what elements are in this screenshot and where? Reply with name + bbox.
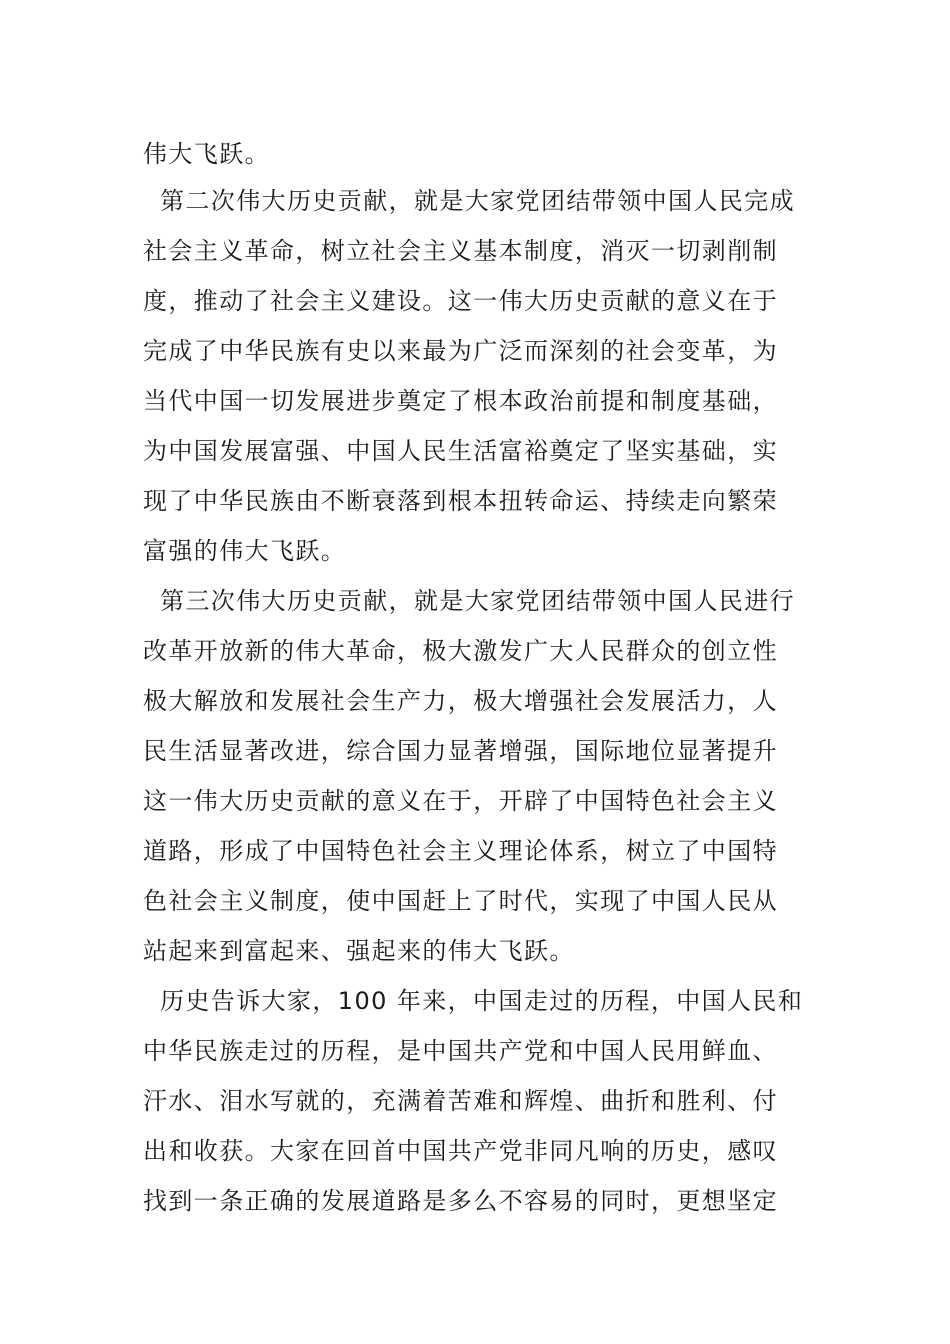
paragraph-start-line: 历史告诉大家，100 年来，中国走过的历程，中国人民和 [160,987,804,1015]
text-line: 为中国发展富强、中国人民生活富裕奠定了坚实基础，实 [143,437,778,465]
text-line: 度，推动了社会主义建设。这一伟大历史贡献的意义在于 [143,287,778,315]
text-line: 社会主义革命，树立社会主义基本制度，消灭一切剥削制 [143,237,778,265]
text-line: 完成了中华民族有史以来最为广泛而深刻的社会变革，为 [143,337,778,365]
text-line: 现了中华民族由不断衰落到根本扭转命运、持续走向繁荣 [143,487,778,515]
text-line: 当代中国一切发展进步奠定了根本政治前提和制度基础， [143,387,778,415]
text-line: 中华民族走过的历程，是中国共产党和中国人民用鲜血、 [143,1037,778,1065]
text-line: 这一伟大历史贡献的意义在于，开辟了中国特色社会主义 [143,787,778,815]
paragraph-start-line: 第二次伟大历史贡献，就是大家党团结带领中国人民完成 [160,187,795,215]
text-line: 伟大飞跃。 [143,140,270,168]
text-line: 极大解放和发展社会生产力，极大增强社会发展活力，人 [143,687,778,715]
text-line: 站起来到富起来、强起来的伟大飞跃。 [143,937,575,965]
text-line: 找到一条正确的发展道路是多么不容易的同时，更想坚定 [143,1187,778,1215]
text-line: 出和收获。大家在回首中国共产党非同凡响的历史，感叹 [143,1137,778,1165]
paragraph-start-line: 第三次伟大历史贡献，就是大家党团结带领中国人民进行 [160,587,795,615]
text-line: 色社会主义制度，使中国赶上了时代，实现了中国人民从 [143,887,778,915]
text-line: 汗水、泪水写就的，充满着苦难和辉煌、曲折和胜利、付 [143,1087,778,1115]
text-line: 民生活显著改进，综合国力显著增强，国际地位显著提升 [143,737,778,765]
text-line: 道路，形成了中国特色社会主义理论体系，树立了中国特 [143,837,778,865]
text-line: 改革开放新的伟大革命，极大激发广大人民群众的创立性 [143,637,778,665]
text-line: 富强的伟大飞跃。 [143,537,347,565]
